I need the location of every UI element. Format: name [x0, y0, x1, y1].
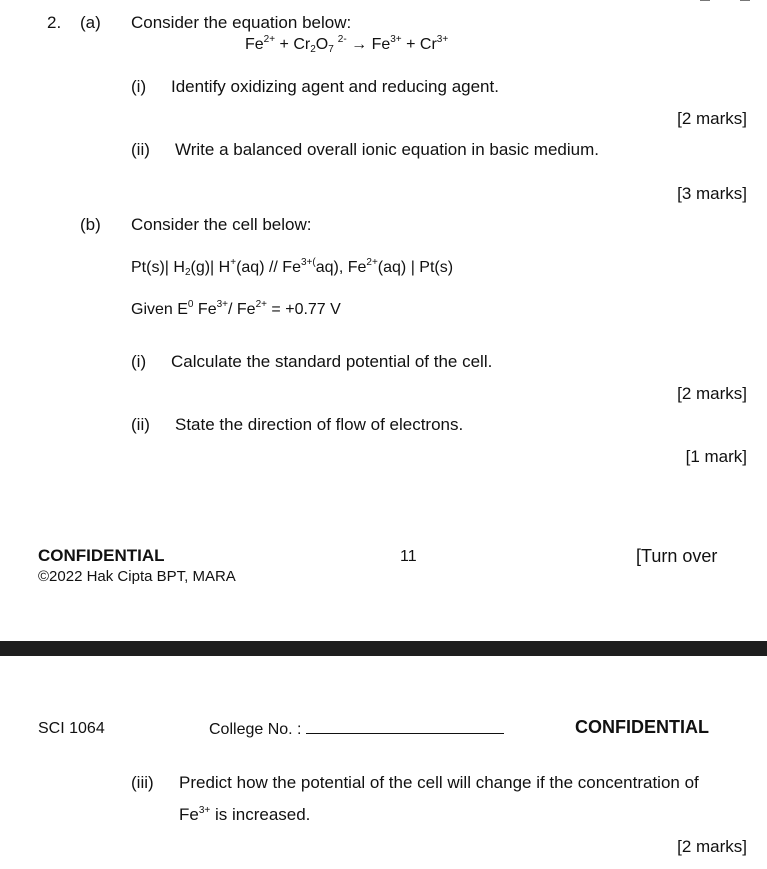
page-edge-mark — [700, 0, 710, 1]
given-part: Fe — [193, 301, 217, 318]
part-b-label: (b) — [80, 215, 101, 234]
cell-fe3-charge: 3+( — [300, 257, 316, 268]
given-part: / Fe — [228, 301, 256, 318]
footer-confidential: CONFIDENTIAL — [38, 546, 165, 565]
eq-o: O — [315, 36, 329, 53]
course-code: SCI 1064 — [38, 720, 105, 737]
cell-h2-sub: 2 — [184, 267, 191, 278]
part-b-intro: Consider the cell below: — [131, 215, 312, 234]
given-part: Given E — [131, 301, 188, 318]
cell-part: (aq) | Pt(s) — [377, 259, 454, 276]
eq-cr-sub: 2 — [310, 44, 316, 55]
page-number: 11 — [400, 548, 417, 565]
given-fe3-charge: 3+ — [216, 299, 229, 310]
b-i-text: Calculate the standard potential of the cell. — [171, 352, 493, 371]
copyright: ©2022 Hak Cipta BPT, MARA — [38, 568, 236, 585]
cell-part: Pt(s)| H — [131, 259, 185, 276]
eq-arrow: → — [346, 36, 372, 53]
b-iii-label: (iii) — [131, 773, 154, 792]
page-edge-mark — [740, 0, 750, 1]
b-iii-marks: [2 marks] — [677, 837, 747, 856]
b-iii-fe: Fe — [179, 805, 199, 824]
a-ii-label: (ii) — [131, 140, 150, 159]
cell-part: aq), Fe — [315, 259, 367, 276]
eq-plus: + — [401, 36, 420, 53]
eq-plus: + — [275, 36, 294, 53]
b-iii-text-continued — [179, 805, 310, 825]
a-i-marks: [2 marks] — [677, 109, 747, 128]
eq-fe-charge: 2+ — [263, 34, 276, 45]
given-potential — [131, 300, 341, 319]
question-number: 2. — [47, 13, 62, 32]
b-iii-text: Predict how the potential of the cell will change if the concentration of — [179, 773, 699, 792]
a-i-label: (i) — [131, 77, 147, 96]
a-ii-text: Write a balanced overall ionic equation in basic medium. — [175, 140, 599, 159]
a-i-text: Identify oxidizing agent and reducing agent. — [171, 77, 499, 96]
a-ii-marks: [3 marks] — [677, 184, 747, 203]
eq-fe: Fe — [245, 36, 264, 53]
b-i-label: (i) — [131, 352, 147, 371]
eq-fe-product: Fe — [371, 36, 391, 53]
b-ii-text: State the direction of flow of electrons. — [175, 415, 464, 434]
cell-part: (aq) // Fe — [236, 259, 301, 276]
redox-equation — [245, 35, 448, 54]
college-number-field — [209, 719, 504, 739]
eq-fe-product-charge: 3+ — [390, 34, 402, 45]
part-a-intro: Consider the equation below: — [131, 13, 352, 32]
eq-cr: Cr — [293, 36, 311, 53]
eq-o-sub: 7 — [328, 44, 334, 55]
cell-part: (g)| H — [190, 259, 231, 276]
given-e-sup: 0 — [187, 299, 194, 310]
college-number-label: College No. : — [209, 721, 302, 738]
eq-cr-product: Cr — [419, 36, 437, 53]
header-confidential: CONFIDENTIAL — [575, 717, 709, 737]
eq-cr-product-charge: 3+ — [436, 34, 449, 45]
b-i-marks: [2 marks] — [677, 384, 747, 403]
cell-fe2-charge: 2+ — [366, 257, 378, 268]
b-iii-text2: is increased. — [210, 805, 311, 824]
page-divider — [0, 641, 767, 656]
eq-dichromate-charge: 2- — [337, 34, 347, 45]
part-a-label: (a) — [80, 13, 101, 32]
cell-h-charge: + — [230, 257, 237, 268]
b-ii-label: (ii) — [131, 415, 150, 434]
turn-over: [Turn over — [636, 546, 718, 566]
college-number-blank — [306, 719, 504, 734]
given-fe2-charge: 2+ — [255, 299, 267, 310]
given-part: = +0.77 V — [266, 301, 341, 318]
b-iii-fe-charge: 3+ — [198, 805, 211, 816]
b-ii-marks: [1 mark] — [685, 447, 747, 466]
cell-notation — [131, 258, 453, 277]
